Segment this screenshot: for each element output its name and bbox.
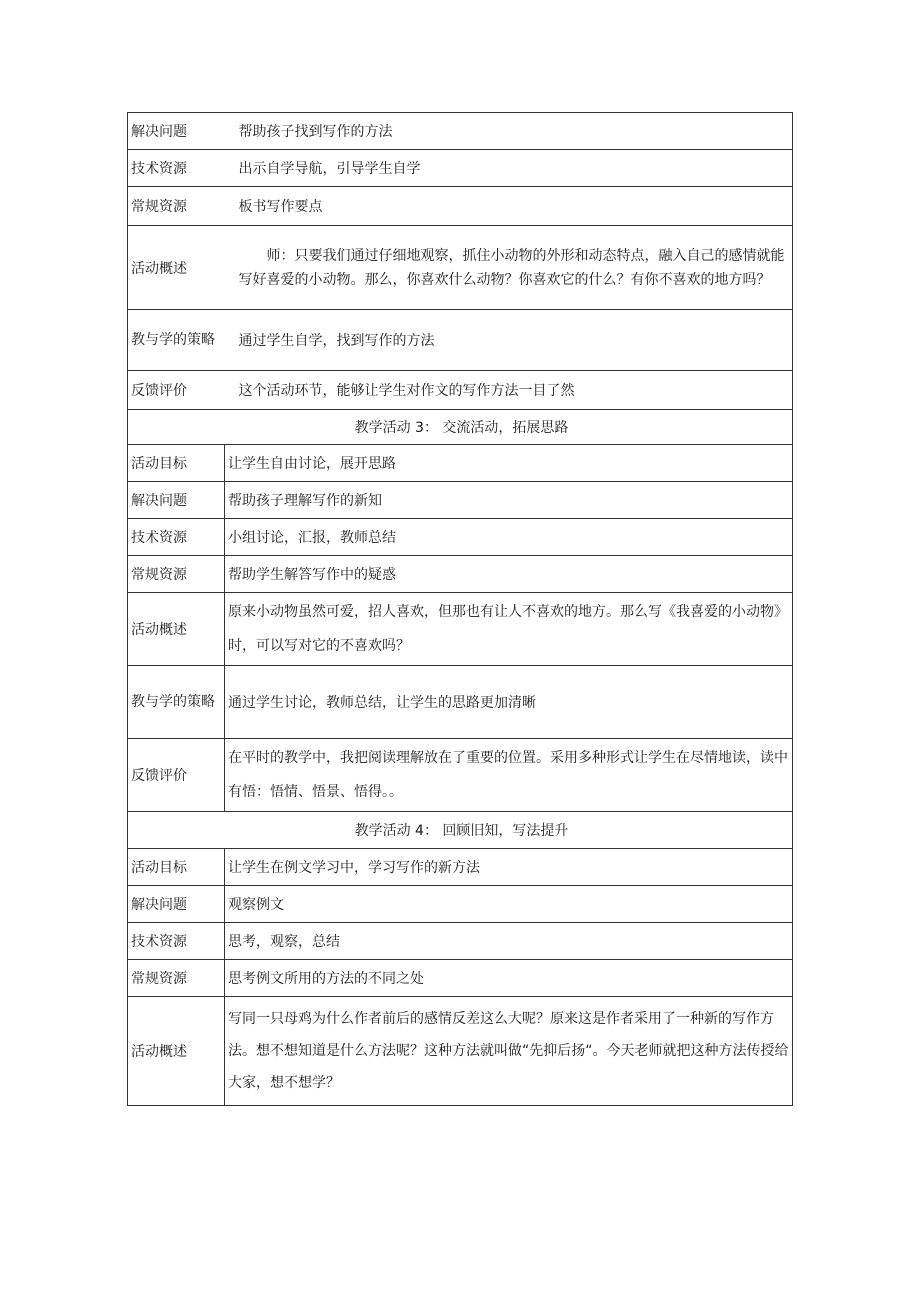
row-label: 技术资源: [128, 519, 225, 556]
row-label: 活动概述: [128, 226, 225, 310]
row-label: 常规资源: [128, 187, 225, 226]
row-content: 小组讨论，汇报，教师总结: [225, 519, 793, 556]
row-label: 反馈评价: [128, 739, 225, 812]
table-row: [128, 410, 793, 445]
row-label: 常规资源: [128, 960, 225, 997]
row-label: 教与学的策略: [128, 666, 225, 739]
table-row: [128, 226, 793, 310]
table-row: [128, 666, 793, 739]
row-label: 活动目标: [128, 445, 225, 482]
row-content: 帮助孩子理解写作的新知: [225, 482, 793, 519]
table-row: [128, 593, 793, 666]
table-row: [128, 445, 793, 482]
row-content: 通过学生自学，找到写作的方法: [225, 310, 793, 371]
table-row: [128, 849, 793, 886]
row-label: 解决问题: [128, 482, 225, 519]
activity-4-header: 教学活动 4： 回顾旧知，写法提升: [128, 812, 793, 849]
table-row: [128, 556, 793, 593]
table-row: [128, 150, 793, 187]
table-row: [128, 187, 793, 226]
row-content: 思考，观察，总结: [225, 923, 793, 960]
table-row: [128, 997, 793, 1106]
table-row: [128, 739, 793, 812]
row-content: 观察例文: [225, 886, 793, 923]
row-content: 帮助孩子找到写作的方法: [225, 113, 793, 150]
activity-3-header: 教学活动 3： 交流活动，拓展思路: [128, 410, 793, 445]
table-row: [128, 310, 793, 371]
table-row: [128, 113, 793, 150]
row-content: 帮助学生解答写作中的疑惑: [225, 556, 793, 593]
row-label: 活动目标: [128, 849, 225, 886]
row-content: 这个活动环节，能够让学生对作文的写作方法一目了然: [225, 371, 793, 410]
row-label: 教与学的策略: [128, 310, 225, 371]
row-label: 常规资源: [128, 556, 225, 593]
row-content: 通过学生讨论，教师总结，让学生的思路更加清晰: [225, 666, 793, 739]
row-label: 技术资源: [128, 923, 225, 960]
row-label: 解决问题: [128, 113, 225, 150]
row-content: 让学生自由讨论，展开思路: [225, 445, 793, 482]
table-row: [128, 923, 793, 960]
table-row: [128, 960, 793, 997]
table-row: [128, 812, 793, 849]
row-content: 板书写作要点: [225, 187, 793, 226]
row-label: 技术资源: [128, 150, 225, 187]
table-row: [128, 886, 793, 923]
row-content: 让学生在例文学习中，学习写作的新方法: [225, 849, 793, 886]
row-label: 反馈评价: [128, 371, 225, 410]
row-content: 师：只要我们通过仔细地观察，抓住小动物的外形和动态特点，融入自己的感情就能写好喜爱的小动物。那么，你喜欢什么动物？你喜欢它的什么？有你不喜欢的地方吗？: [225, 226, 793, 310]
row-label: 活动概述: [128, 593, 225, 666]
row-content: 在平时的教学中，我把阅读理解放在了重要的位置。采用多种形式让学生在尽情地读，读中有悟：悟情、悟景、悟得。。: [225, 739, 793, 812]
table-row: [128, 519, 793, 556]
row-content: 写同一只母鸡为什么作者前后的感情反差这么大呢？原来这是作者采用了一种新的写作方法。想不想知道是什么方法呢？这种方法就叫做“先抑后扬“。今天老师就把这种方法传授给大家，想不想学？: [225, 997, 793, 1106]
row-content: 原来小动物虽然可爱，招人喜欢，但那也有让人不喜欢的地方。那么写《我喜爱的小动物》时，可以写对它的不喜欢吗？: [225, 593, 793, 666]
table-row: [128, 482, 793, 519]
row-content: 出示自学导航，引导学生自学: [225, 150, 793, 187]
table-row: [128, 371, 793, 410]
row-label: 解决问题: [128, 886, 225, 923]
lesson-plan-table: [127, 112, 793, 1106]
row-content: 思考例文所用的方法的不同之处: [225, 960, 793, 997]
row-label: 活动概述: [128, 997, 225, 1106]
